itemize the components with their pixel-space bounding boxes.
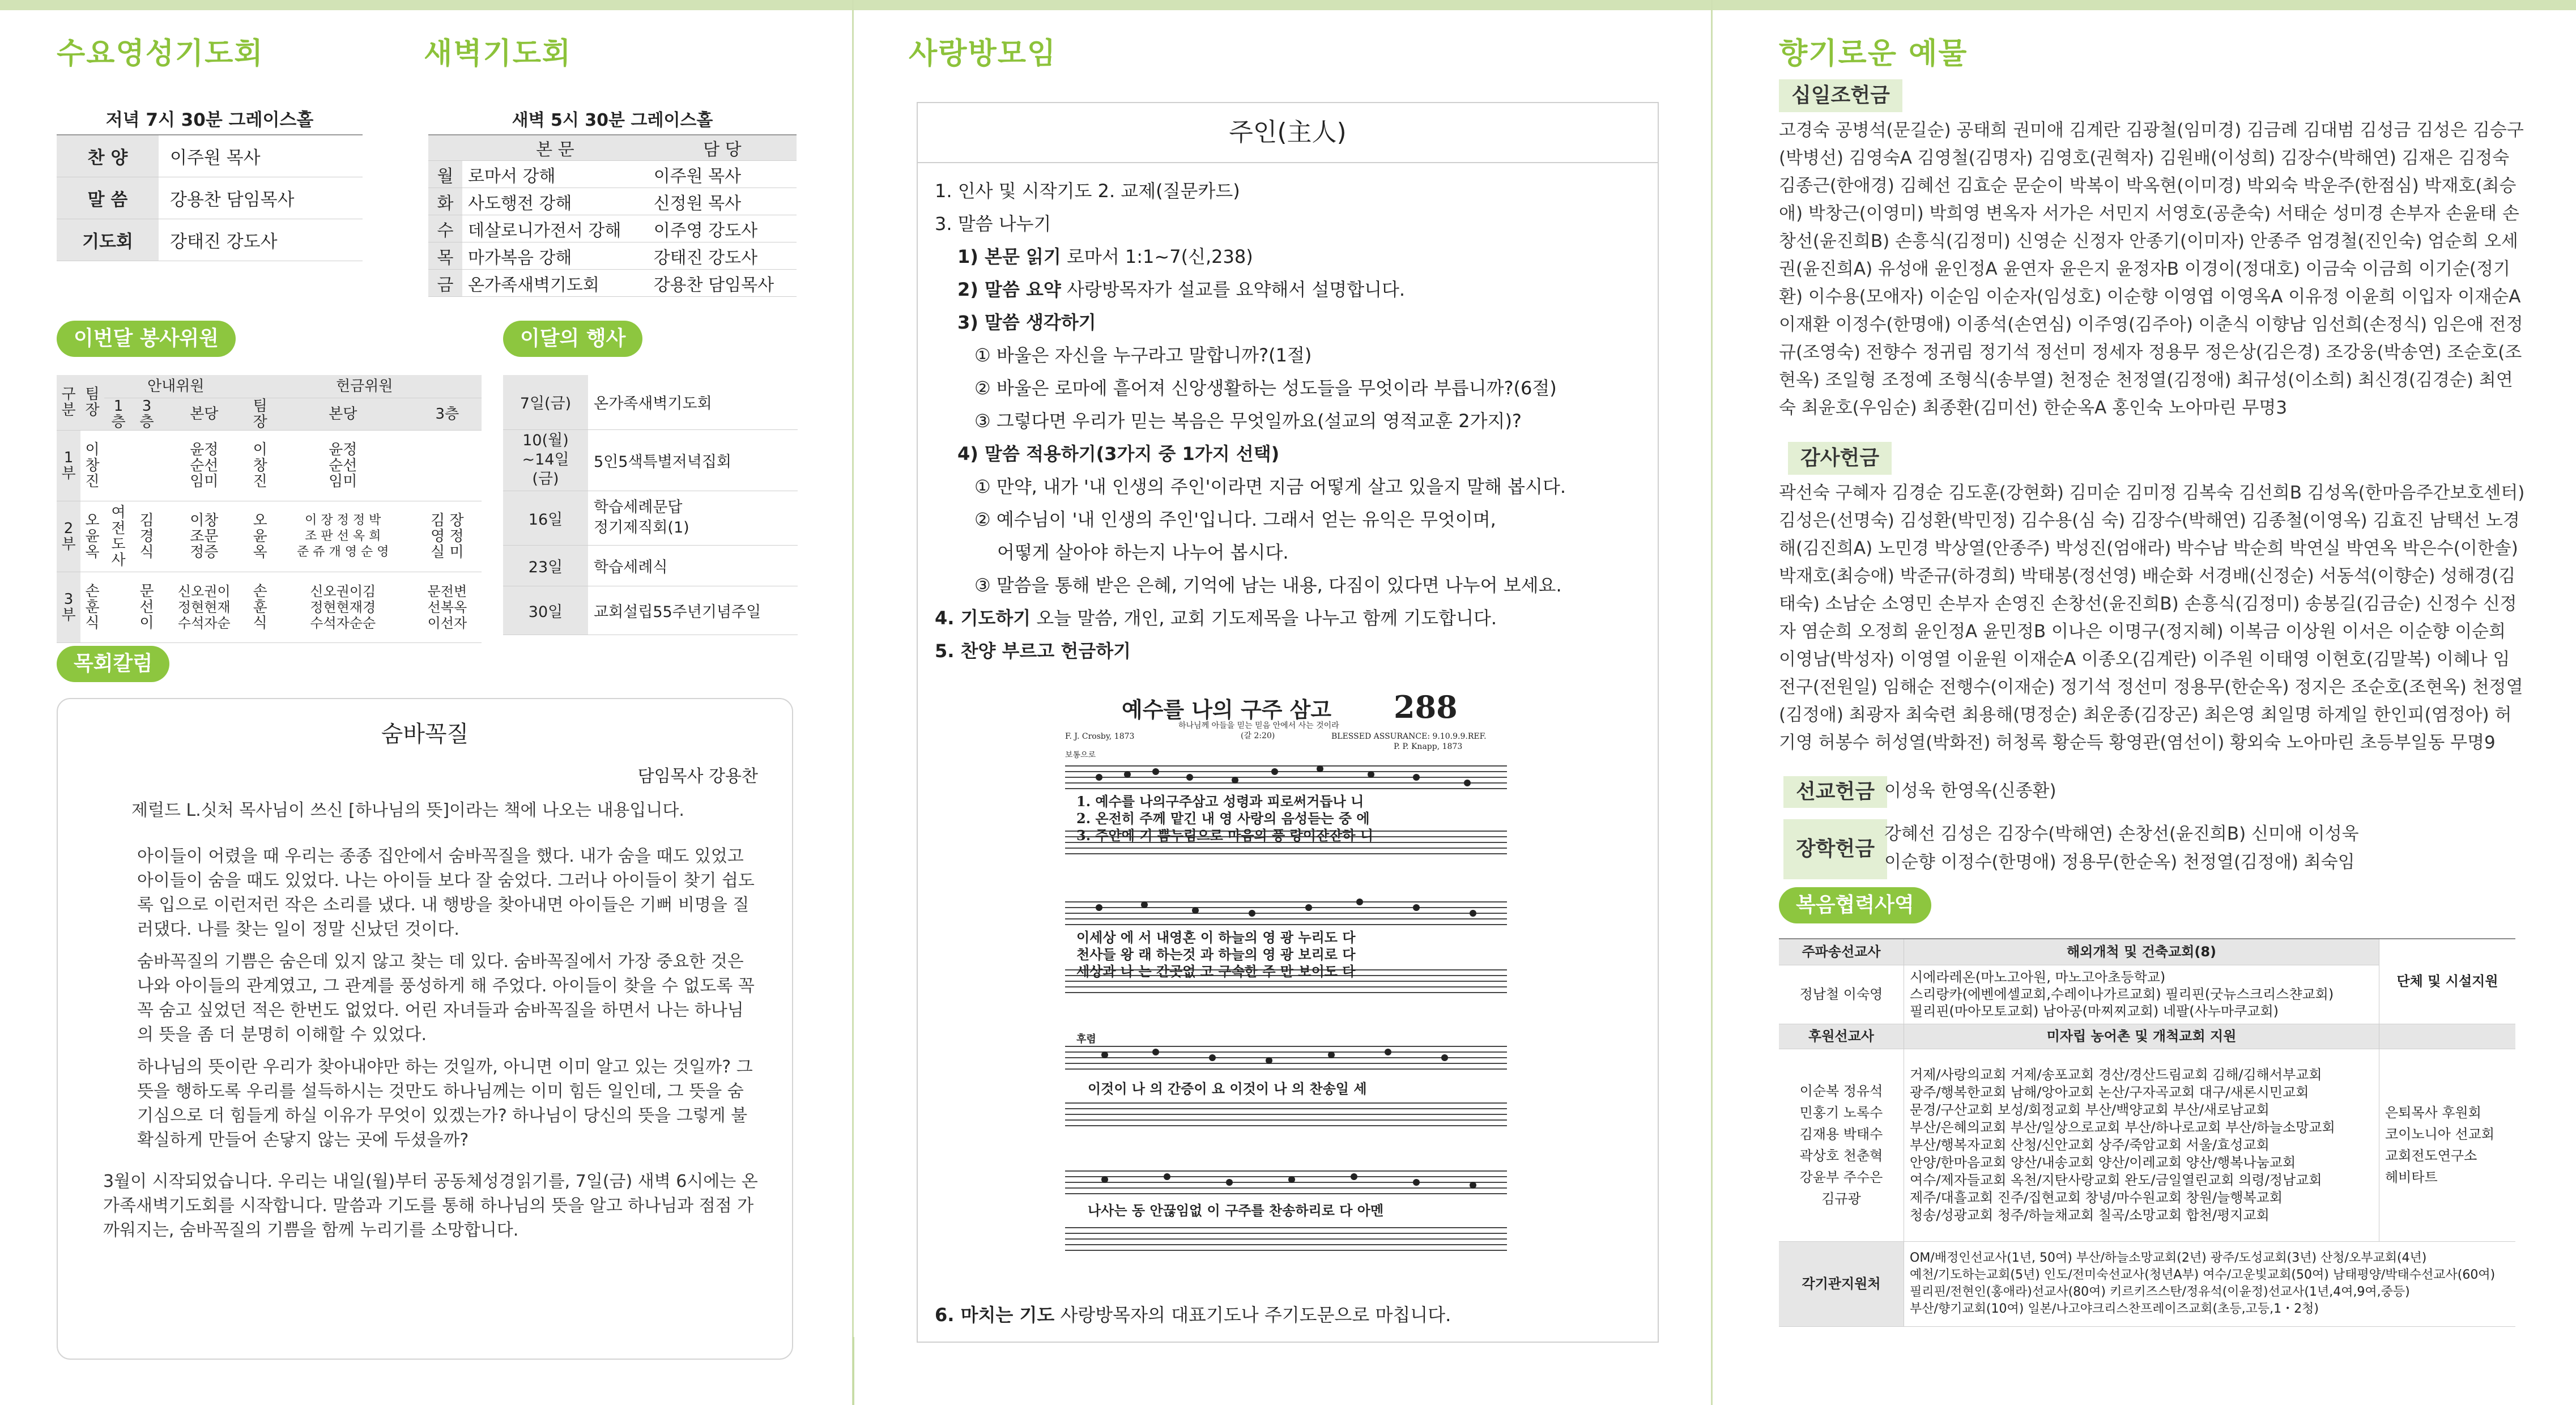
hymn-composer-left: F. J. Crosby, 1873: [1065, 732, 1135, 741]
worship-label: 1) 본문 읽기: [957, 246, 1061, 267]
worship-line: 3. 말씀 나누기: [935, 213, 1051, 235]
dawn-charge: 이주원 목사: [648, 161, 797, 188]
dawn-col-main: 본 문: [462, 135, 648, 161]
worship-title: 주인(主人): [918, 103, 1658, 163]
dawn-text: 사도행전 강해: [462, 188, 648, 215]
mission-names: 이성욱 한영옥(신종환): [1884, 781, 2056, 801]
hymn-sheet: [1065, 689, 1507, 1281]
events-table: [503, 375, 798, 635]
top-accent-bar: [0, 0, 2576, 10]
event-date: 16일: [503, 491, 588, 545]
vol-team: 이창진: [80, 430, 104, 501]
vol-h-div: 구분: [57, 375, 80, 430]
gospel-h4: 후원선교사: [1779, 1024, 1904, 1049]
vol-h-team: 팀장: [80, 375, 104, 430]
gospel-r3-left: 각기관지원처: [1779, 1241, 1904, 1326]
section-title-wed: 수요영성기도회: [57, 37, 264, 71]
vol-omain: 신오권이김 정현현재경 수석자순순: [273, 572, 413, 642]
worship-question: ① 바울은 자신을 누구라고 말합니까?(1절): [974, 344, 1312, 366]
worship-question: ③ 그렇다면 우리가 믿는 복음은 무엇일까요(설교의 영적교훈 2가지)?: [974, 410, 1522, 432]
vol-1f: 여전도사: [104, 501, 133, 572]
vol-h-teamleader: 팀장: [248, 398, 273, 430]
vol-div: 3부: [57, 572, 80, 642]
event-date: 7일(금): [503, 375, 588, 429]
worship-question: ① 만약, 내가 '내 인생의 주인'이라면 지금 어떻게 살고 있을지 말해 봅시다.: [974, 476, 1566, 497]
dawn-service-header: 새벽 5시 30분 그레이스홀: [428, 102, 797, 135]
wed-service-table: [57, 102, 363, 261]
hymn-staves: [1065, 692, 1507, 1281]
hymn-verse: 세상과 나 는 간곳없 고 구속한 주 만 보이도 다: [1076, 963, 1356, 980]
worship-question: ③ 말씀을 통해 받은 은혜, 기억에 남는 내용, 다짐이 있다면 나누어 보세요.: [974, 574, 1562, 596]
vol-h-1f: 1층: [104, 398, 133, 430]
gospel-r2-right: 은퇴목사 후원회 코이노니아 선교회 교회전도연구소 헤비타트: [2379, 1049, 2516, 1241]
dawn-charge: 강용찬 담임목사: [648, 270, 797, 297]
column-intro: 제럴드 L.싯처 목사님이 쓰신 [하나님의 뜻]이라는 책에 나오는 내용입니다.: [131, 801, 684, 820]
event-name: 5인5색특별저녁집회: [588, 429, 798, 491]
dawn-service-table: [428, 102, 797, 297]
worship-text: 사랑방목자의 대표기도나 주기도문으로 마칩니다.: [1054, 1304, 1451, 1326]
hymn-refrain-label: 후렴: [1076, 1033, 1096, 1045]
worship-question: ② 예수님이 '내 인생의 주인'입니다. 그래서 얻는 유익은 무엇이며,: [974, 509, 1496, 530]
dawn-text: 온가족새벽기도회: [462, 270, 648, 297]
vol-of3: [413, 430, 482, 501]
gospel-h1: 주파송선교사: [1779, 939, 1904, 965]
vol-of3: 김 장 영 정 실 미: [413, 501, 482, 572]
wed-row-label: 찬 양: [57, 135, 159, 177]
hymn-ref: (갈 2:20): [1241, 731, 1275, 740]
gospel-pill: 복음협력사역: [1779, 887, 1931, 923]
event-date: 30일: [503, 586, 588, 635]
vol-main: 신오권이 정현현재 수석자순: [161, 572, 248, 642]
thanks-label: 감사헌금: [1788, 442, 1892, 475]
gospel-r2-left: 이순복 정유석 민홍기 노록수 김재용 박태수 곽상호 천춘혁 강윤부 주수은 김규광: [1779, 1049, 1904, 1241]
column-divider: [852, 0, 854, 1405]
dawn-text: 데살로니가전서 강해: [462, 215, 648, 242]
scholarship-line: 이순향 이정수(한명애) 정용무(한순옥) 천정열(김정애) 최숙임: [1884, 852, 2355, 872]
hymn-tempo: 보통으로: [1065, 751, 1096, 760]
vol-3f: [133, 430, 161, 501]
vol-leader: 손훈식: [248, 572, 273, 642]
wed-row-value: 강태진 강도사: [159, 219, 363, 261]
gospel-h5: 미자립 농어촌 및 개척교회 지원: [1904, 1024, 2379, 1049]
worship-label: 4. 기도하기: [935, 607, 1031, 629]
column-divider: [1711, 0, 1713, 1405]
wed-service-header: 저녁 7시 30분 그레이스홀: [57, 102, 363, 135]
wed-row-label: 기도회: [57, 219, 159, 261]
dawn-day: 수: [428, 215, 462, 242]
vol-main: 윤정 순선 임미: [161, 430, 248, 501]
scholarship-label: 장학헌금: [1783, 819, 1887, 879]
column-pill: 목회칼럼: [57, 646, 169, 682]
worship-text: 사랑방목자가 설교를 요약해서 설명합니다.: [1061, 279, 1406, 300]
worship-label: 6. 마치는 기도: [935, 1304, 1055, 1326]
volunteers-table: [57, 375, 482, 643]
dawn-day: 월: [428, 161, 462, 188]
hymn-number: 288: [1394, 689, 1458, 725]
column-box: [57, 698, 793, 1360]
column-paragraph: 아이들이 어렸을 때 우리는 종종 집안에서 숨바꼭질을 했다. 내가 숨을 때도 있었고 아이들이 숨을 때도 있었다. 나는 아이들 보다 잘 숨었다. 그러나 아이들이 찾기 쉽도록 입으로 이런저런 작은 소리를 냈다. 내 행방을 찾아내면 아이들은 기뻐 비명을 질러댔다. 나를 찾는 일이 정말 신났던 것이다.: [137, 846, 755, 939]
tithe-label: 십일조헌금: [1779, 79, 1902, 112]
vol-h-main: 본당: [273, 398, 413, 430]
column-paragraph: 숨바꼭질의 기쁨은 숨은데 있지 않고 찾는 데 있다. 숨바꼭질에서 가장 중요한 것은 나와 아이들의 관계였고, 그 관계를 풍성하게 해 주었다. 아이들이 찾을 수 없도록 꼭꼭 숨고 싶었던 적은 한번도 없었다. 어린 자녀들과 숨바꼭질을 하면서 나는 하나님의 뜻을 좀 더 분명히 이해할 수 있었다.: [137, 952, 755, 1045]
vol-leader: 이창진: [248, 430, 273, 501]
column-author: 담임목사 강용찬: [637, 767, 758, 786]
vol-h-3f: 3층: [133, 398, 161, 430]
event-name: 온가족새벽기도회: [588, 375, 798, 429]
dawn-text: 마가복음 강해: [462, 242, 648, 270]
wed-row-value: 강용찬 담임목사: [159, 177, 363, 219]
dawn-charge: 강태진 강도사: [648, 242, 797, 270]
vol-1f: [104, 430, 133, 501]
vol-3f: 김경식: [133, 501, 161, 572]
section-title-dawn: 새벽기도회: [424, 37, 572, 71]
hymn-refrain: 나사는 동 안끊임없 이 구주를 찬송하리로 다 아멘: [1088, 1202, 1384, 1219]
vol-team: 손훈식: [80, 572, 104, 642]
gospel-r1-left: 정남철 이숙영: [1779, 965, 1904, 1024]
hymn-refrain: 이것이 나 의 간증이 요 이것이 나 의 찬송일 세: [1088, 1080, 1367, 1097]
vol-h-guide: 안내위원: [104, 375, 248, 398]
event-date: 10(월) ~14일(금): [503, 429, 588, 491]
worship-card: [917, 102, 1659, 1343]
thanks-names: 곽선숙 구혜자 김경순 김도훈(강현화) 김미순 김미정 김복숙 김선희B 김성옥(한마음주간보호센터) 김성은(선명숙) 김성환(박민정) 김수용(심 숙) 김장수(박해연) 김종철(이영옥) 김효진 남택선 노경해(김진희A) 노민경 박상열(안종주) 박성진(엄애라) 박수남 박순희 박연실 박연옥 박은수(이한솔) 박재호(최승애) 박준규(하경희) 박태봉(정선영) 배순화 서경배(신정순) 서동석(이향순) 성해경(김태숙) 소남순 소영민 손부자 손영진 손창선(윤진희B) 손흥식(김정미) 송봉길(김금순) 신정수 신정자 염순희 오정희 윤인정A 윤민정B 이나은 이명구(정지혜) 이복금 이상원 이서은 이순향 이순희 이영남(박성자) 이영열 이윤원 이재순A 이종오(김계란) 이주원 이태영 이현호(김말복) 이혜나 임전구(전원일) 임해순 전행수(이재순) 정기석 정선미 정용무(한순옥) 정지은 조순호(조현옥) 천정열(김정애) 최광자 최숙련 최용해(명정순) 최운종(김장곤) 최은영 최일명 하계일 한인피(염정아) 허기영 허봉수 허성열(박화전) 허청록 황순득 황영관(염선이) 황외숙 노아마린 초등부일동 무명9: [1779, 483, 2525, 753]
hymn-verse: 1. 예수를 나의구주삼고 성령과 피로써거듭나 니: [1076, 793, 1364, 810]
vol-leader: 오윤옥: [248, 501, 273, 572]
vol-h-main: 본당: [161, 398, 248, 430]
hymn-subtitle: 하나님께 아들을 믿는 믿음 안에서 사는 것이라: [1178, 721, 1339, 730]
tithe-names: 고경숙 공병석(문길순) 공태희 권미애 김계란 김광철(임미경) 김금례 김대범 김성금 김성은 김승구(박병선) 김영숙A 김영철(김명자) 김영호(권혁자) 김원배(이성희) 김장수(박해연) 김재은 김정숙 김종근(한애경) 김혜선 김효순 문순이 박복이 박옥현(이미경) 박외숙 박운주(한점심) 박재호(최승애) 박창근(이영미) 박희영 변옥자 서가은 서민지 서영호(공춘숙) 서태순 성미경 손부자 손윤태 손창선(윤진희B) 손흥식(김정미) 신영순 신정자 안종기(이미자) 안종주 엄경철(진인숙) 엄순희 오세권(윤진희A) 유성애 윤인정A 윤연자 윤은지 윤정자B 이경이(정대호) 이금숙 이금희 이기순(정기환) 이수용(모애자) 이순임 이순자(임성호) 이순향 이영엽 이영옥A 이유정 이윤희 이입자 이재순A 이재환 이정수(한명애) 이종석(손연심) 이주영(김주아) 이춘식 이향남 임선희(손정식) 임은애 전정규(조영숙) 전향수 정귀림 정기석 정선미 정세자 정용무 정은상(김은경) 조강웅(박송연) 조순호(조현옥) 조일형 조정예 조형식(송부열) 천정순 천정열(김정애) 최규성(이소희) 최신경(김경순) 최연숙 최윤호(우임순) 최종환(김미선) 한순옥A 홍인숙 노아마린 무명3: [1779, 120, 2524, 418]
dawn-day: 금: [428, 270, 462, 297]
vol-3f: 문선이: [133, 572, 161, 642]
vol-div: 1부: [57, 430, 80, 501]
vol-main: 이창 조문 정증: [161, 501, 248, 572]
wed-row-label: 말 씀: [57, 177, 159, 219]
gospel-r3-mid: OM/배정인선교사(1년, 50여) 부산/하늘소망교회(2년) 광주/도성교회(3년) 산청/오부교회(4년) 예천/기도하는교회(5년) 인도/전미숙선교사(청년A부) 여수/고운빛교회(50여) 남태평양/박태수선교사(60여) 필리핀/전현인(홍애라)선교사(80여) 키르키즈스탄/정유석(이윤정)선교사(1년,4여,9여,중등) 부산/향기교회(10여) 일본/나고야크리스찬프레이즈교회(초등,고등,1・2청): [1904, 1241, 2516, 1326]
section-title-love: 사랑방모임: [909, 37, 1057, 71]
worship-line: 4) 말씀 적용하기(3가지 중 1가지 선택): [957, 443, 1280, 465]
dawn-charge: 이주영 강도사: [648, 215, 797, 242]
hymn-title: 예수를 나의 구주 삼고: [1122, 697, 1332, 722]
hymn-verse: 2. 온전히 주께 맡긴 내 영 사랑의 음성듣는 중 에: [1076, 810, 1370, 827]
dawn-day: 목: [428, 242, 462, 270]
hymn-tune: BLESSED ASSURANCE: 9.10.9.9.REF.: [1331, 732, 1487, 741]
column-title: 숨바꼭질: [381, 721, 469, 747]
column-paragraph: 하나님의 뜻이란 우리가 찾아내야만 하는 것일까, 아니면 이미 알고 있는 것일까? 그 뜻을 행하도록 우리를 설득하시는 것만도 하나님께는 이미 힘든 일인데, 그 뜻을 숨기심으로 더 힘들게 하실 이유가 무엇이 있겠는가? 하나님이 당신의 뜻을 그렇게 불확실하게 만들어 손닿지 않는 곳에 두셨을까?: [137, 1057, 753, 1150]
dawn-col-charge: 담 당: [648, 135, 797, 161]
event-name: 학습세례문답 정기제직회(1): [588, 491, 798, 545]
event-date: 23일: [503, 545, 588, 586]
worship-text: 로마서 1:1~7(신,238): [1061, 246, 1253, 267]
worship-line: 3) 말씀 생각하기: [957, 312, 1096, 333]
gospel-r1-mid: 시에라레온(마노고아원, 마노고아초등학교) 스리랑카(에벤에셀교회,수레이나가르교회) 필리핀(굿뉴스크리스챤교회) 필리핀(마아모토교회) 남아공(마찌찌교회) 네팔(사누마쿠교회): [1904, 965, 2379, 1024]
worship-question: 어떻게 살아야 하는지 나누어 봅시다.: [997, 542, 1289, 563]
event-name: 교회설립55주년기념주일: [588, 586, 798, 635]
worship-text: 오늘 말씀, 개인, 교회 기도제목을 나누고 함께 기도합니다.: [1031, 607, 1497, 629]
vol-h-offer: 헌금위원: [248, 375, 482, 398]
gospel-h3: 단체 및 시설지원: [2379, 939, 2516, 1024]
wed-row-value: 이주원 목사: [159, 135, 363, 177]
vol-team: 오윤옥: [80, 501, 104, 572]
dawn-day: 화: [428, 188, 462, 215]
vol-div: 2부: [57, 501, 80, 572]
vol-omain: 이 장 정 정 박 조 판 선 옥 희 준 쥬 개 영 순 영: [273, 501, 413, 572]
hymn-verse: 천사들 왕 래 하는것 과 하늘의 영 광 보리로 다: [1076, 946, 1356, 963]
worship-line: 5. 찬양 부르고 헌금하기: [935, 640, 1131, 662]
hymn-verse: 3. 주안에 기 쁨누림으로 마음의 풍 랑이잔잔하 니: [1076, 827, 1374, 844]
gospel-table: [1779, 938, 2515, 1327]
vol-of3: 문전변 선복옥 이선자: [413, 572, 482, 642]
scholarship-line: 강혜선 김성은 김장수(박해연) 손창선(윤진희B) 신미애 이성욱: [1884, 824, 2359, 844]
mission-label: 선교헌금: [1783, 776, 1887, 808]
worship-label: 2) 말씀 요약: [957, 279, 1061, 300]
worship-question: ② 바울은 로마에 흩어져 신앙생활하는 성도들을 무엇이라 부릅니까?(6절): [974, 377, 1557, 399]
worship-line: 1. 인사 및 시작기도 2. 교제(질문카드): [935, 180, 1240, 202]
section-title-offering: 향기로운 예물: [1779, 37, 1968, 71]
vol-h-3f: 3층: [413, 398, 482, 430]
volunteers-pill: 이번달 봉사위원: [57, 321, 236, 357]
vol-omain: 윤정 순선 임미: [273, 430, 413, 501]
gospel-r2-mid: 거제/사랑의교회 거제/송포교회 경산/경산드림교회 김해/김해서부교회 광주/행복한교회 남해/앙아교회 논산/구자곡교회 대구/새론시민교회 문경/구산교회 보성/회정교회 부산/백양교회 부산/새로남교회 부산/은혜의교회 부산/일상으로교회 부산/하나로교회 부산/하늘소망교회 부산/행복자교회 산청/신안교회 상주/죽암교회 서울/효성교회 안양/한마음교회 양산/내송교회 양산/이레교회 양산/행복나눔교회 여수/제자들교회 옥천/지탄사랑교회 완도/금일열린교회 의령/정남교회 제주/대흘교회 진주/집현교회 창녕/마수원교회 창원/늘행복교회 청송/성광교회 청주/하늘채교회 칠곡/소망교회 합천/평지교회: [1904, 1049, 2379, 1241]
gospel-h2: 해외개척 및 건축교회(8): [1904, 939, 2379, 965]
hymn-verse: 이세상 에 서 내영혼 이 하늘의 영 광 누리도 다: [1076, 929, 1356, 946]
fold-mark: [853, 1337, 854, 1405]
vol-1f: [104, 572, 133, 642]
events-pill: 이달의 행사: [503, 321, 642, 357]
hymn-composer-right: P. P. Knapp, 1873: [1394, 742, 1463, 751]
event-name: 학습세례식: [588, 545, 798, 586]
dawn-charge: 신정원 목사: [648, 188, 797, 215]
dawn-text: 로마서 강해: [462, 161, 648, 188]
column-paragraph: 3월이 시작되었습니다. 우리는 내일(월)부터 공동체성경읽기를, 7일(금) 새벽 6시에는 온가족새벽기도회를 시작합니다. 말씀과 기도를 통해 하나님의 뜻을 알고 하나님과 점점 가까워지는, 숨바꼭질의 기쁨을 함께 누리기를 소망합니다.: [103, 1172, 758, 1240]
